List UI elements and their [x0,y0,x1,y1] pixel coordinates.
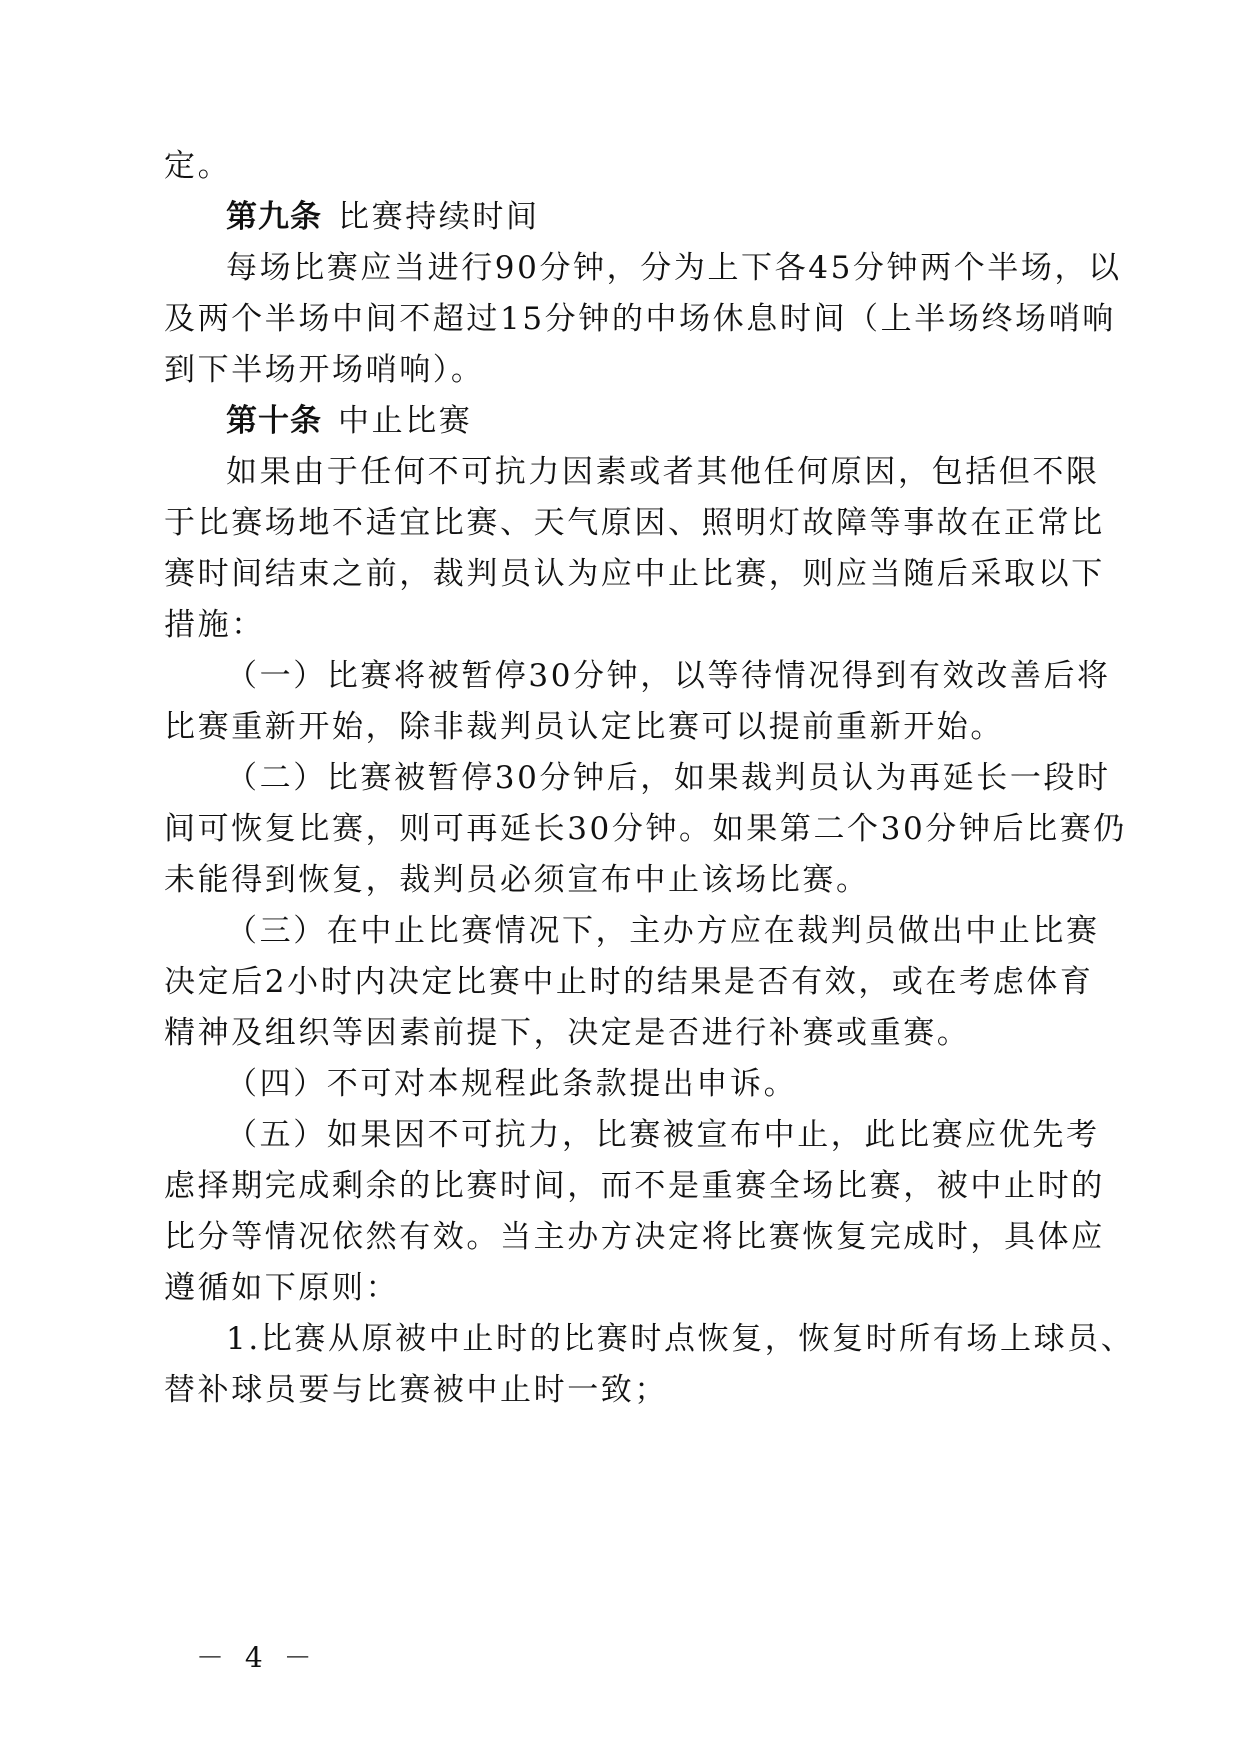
paragraph-line: 替补球员要与比赛被中止时一致； [164,1372,668,1408]
article-10-title: 中止比赛 [338,403,473,439]
paragraph-line: 比分等情况依然有效。当主办方决定将比赛恢复完成时，具体应 [164,1219,1105,1255]
paragraph-line: （三）在中止比赛情况下，主办方应在裁判员做出中止比赛 [226,913,1100,949]
paragraph-line: 每场比赛应当进行90分钟，分为上下各45分钟两个半场，以 [226,250,1122,286]
paragraph-line: （五）如果因不可抗力，比赛被宣布中止，此比赛应优先考 [226,1117,1100,1153]
paragraph-line: 精神及组织等因素前提下，决定是否进行补赛或重赛。 [164,1015,971,1051]
paragraph-line: 措施： [164,607,265,643]
paragraph-line: 虑择期完成剩余的比赛时间，而不是重赛全场比赛，被中止时的 [164,1168,1105,1204]
article-10-heading [226,401,1146,441]
page-number: － 4 － [196,1641,318,1674]
paragraph-line: 未能得到恢复，裁判员必须宣布中止该场比赛。 [164,862,870,898]
paragraph-line: 到下半场开场哨响）。 [164,352,485,388]
paragraph-line: 定。 [164,148,232,184]
paragraph-line: （二）比赛被暂停30分钟后，如果裁判员认为再延长一段时 [226,760,1111,796]
paragraph-line: 遵循如下原则： [164,1270,400,1306]
paragraph-line: 1.比赛从原被中止时的比赛时点恢复，恢复时所有场上球员、 [226,1321,1135,1357]
paragraph-line: （四）不可对本规程此条款提出申诉。 [226,1066,798,1102]
paragraph-line: 赛时间结束之前，裁判员认为应中止比赛，则应当随后采取以下 [164,556,1105,592]
paragraph-line: 决定后2小时内决定比赛中止时的结果是否有效，或在考虑体育 [164,964,1094,1000]
paragraph-line: （一）比赛将被暂停30分钟，以等待情况得到有效改善后将 [226,658,1111,694]
article-9-heading [226,197,1146,237]
article-9-title: 比赛持续时间 [338,199,540,235]
paragraph-line: 如果由于任何不可抗力因素或者其他任何原因，包括但不限 [226,454,1100,490]
paragraph-line: 及两个半场中间不超过15分钟的中场休息时间（上半场终场哨响 [164,301,1116,337]
paragraph-line: 间可恢复比赛，则可再延长30分钟。如果第二个30分钟后比赛仍 [164,811,1127,847]
article-10-label: 第十条 [226,403,322,439]
article-9-label: 第九条 [226,199,322,235]
paragraph-line: 比赛重新开始，除非裁判员认定比赛可以提前重新开始。 [164,709,1004,745]
paragraph-line: 于比赛场地不适宜比赛、天气原因、照明灯故障等事故在正常比 [164,505,1105,541]
